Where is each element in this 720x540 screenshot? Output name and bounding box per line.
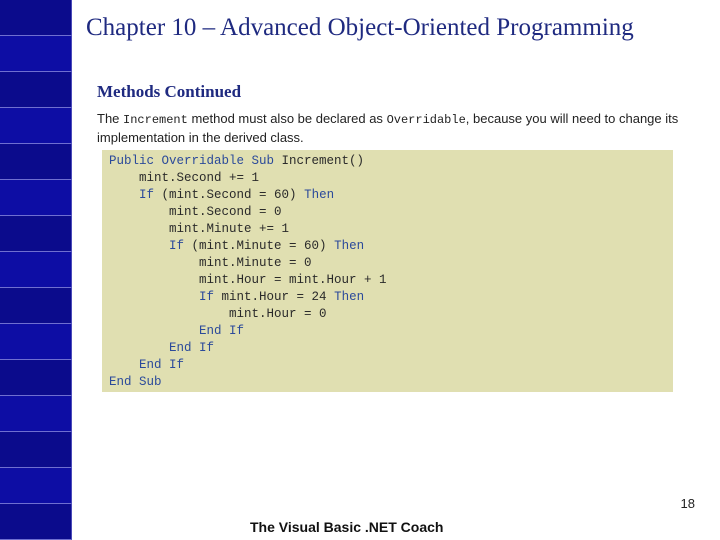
code-line: End If: [199, 324, 245, 338]
code-line: mint.Hour = mint.Hour + 1: [199, 273, 387, 287]
sidebar-block: [0, 468, 72, 504]
code-line: Public Overridable Sub Increment(): [109, 154, 365, 168]
intro-text: The: [97, 111, 124, 126]
sidebar-block: [0, 108, 72, 144]
code-line: If (mint.Second = 60) Then: [139, 188, 335, 202]
code-line: If mint.Hour = 24 Then: [199, 290, 365, 304]
intro-text: method must also be declared as: [187, 111, 387, 126]
inline-code-increment: Increment: [123, 113, 188, 127]
sidebar-block: [0, 252, 72, 288]
sidebar-block: [0, 180, 72, 216]
intro-text: , because you will need to change its implementation in the derived class.: [97, 111, 679, 145]
code-line: End If: [169, 341, 215, 355]
sidebar-block: [0, 504, 72, 540]
code-line: mint.Second += 1: [139, 171, 260, 185]
inline-code-overridable: Overridable: [386, 113, 466, 127]
sidebar-block: [0, 36, 72, 72]
footer-book-title: The Visual Basic .NET Coach: [250, 519, 444, 535]
intro-paragraph: [97, 110, 687, 146]
decorative-sidebar: [0, 0, 72, 540]
code-line: mint.Minute += 1: [169, 222, 290, 236]
sidebar-block: [0, 216, 72, 252]
code-line: If (mint.Minute = 60) Then: [169, 239, 365, 253]
sidebar-block: [0, 396, 72, 432]
page-number: 18: [680, 496, 695, 511]
code-line: End Sub: [109, 375, 162, 389]
section-heading: Methods Continued: [97, 82, 242, 101]
code-line: mint.Minute = 0: [199, 256, 312, 270]
sidebar-block: [0, 144, 72, 180]
sidebar-block: [0, 72, 72, 108]
code-line: mint.Hour = 0: [229, 307, 327, 321]
code-block: [102, 150, 673, 392]
sidebar-block: [0, 288, 72, 324]
sidebar-block: [0, 432, 72, 468]
code-line: mint.Second = 0: [169, 205, 282, 219]
sidebar-block: [0, 0, 72, 36]
slide-title: Chapter 10 – Advanced Object-Oriented Programming: [86, 14, 634, 41]
sidebar-block: [0, 324, 72, 360]
code-line: End If: [139, 358, 185, 372]
sidebar-block: [0, 360, 72, 396]
